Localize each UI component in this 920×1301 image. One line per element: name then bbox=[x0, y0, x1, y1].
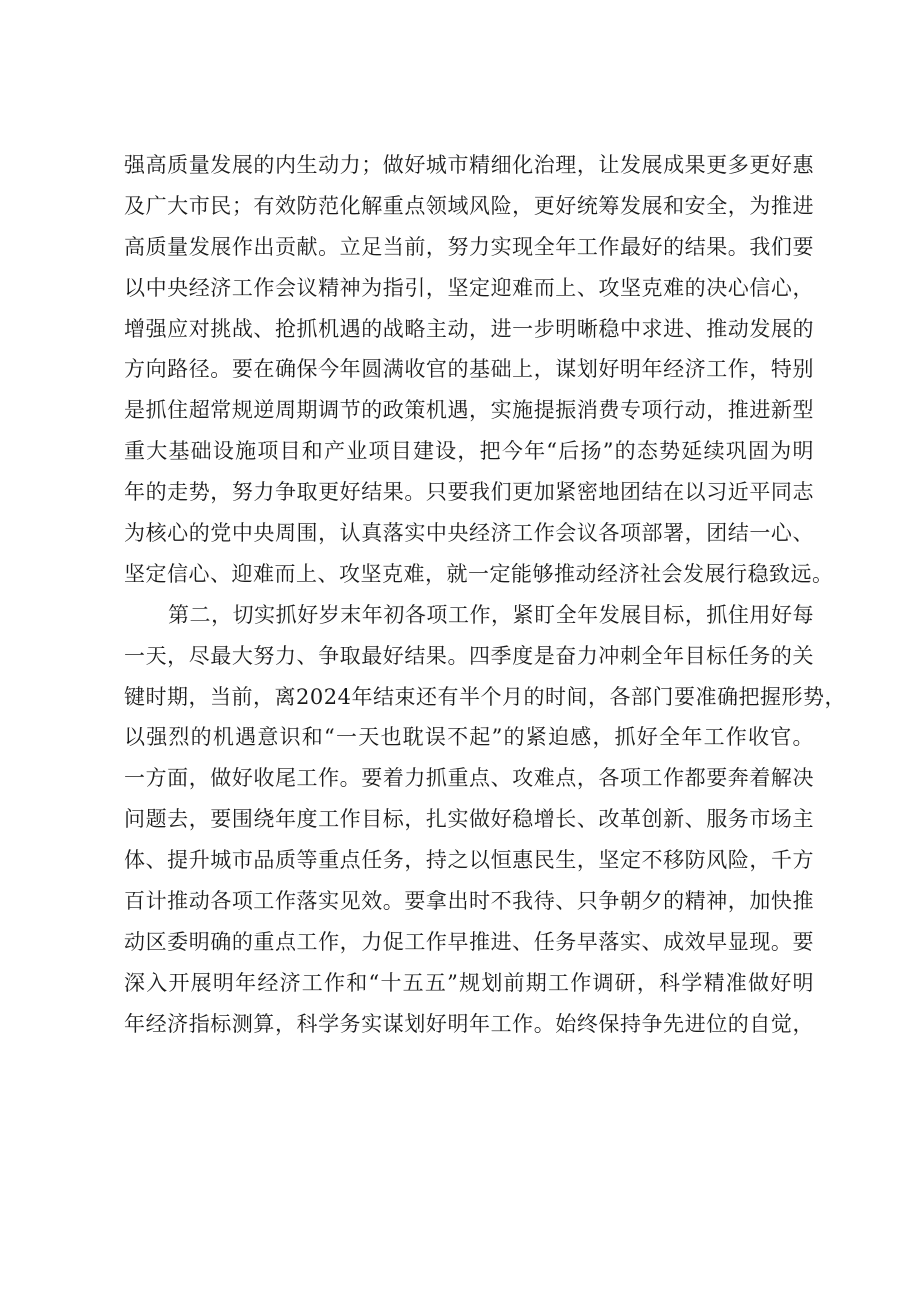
text-line: 以中央经济工作会议精神为指引，坚定迎难而上、攻坚克难的决心信心， bbox=[124, 275, 814, 300]
text-line: 一天，尽最大努力、争取最好结果。四季度是奋力冲刺全年目标任务的关 bbox=[124, 643, 814, 668]
text-line: 及广大市民；有效防范化解重点领域风险，更好统筹发展和安全，为推进 bbox=[124, 193, 814, 218]
text-line: 问题去，要围绕年度工作目标，扎实做好稳增长、改革创新、服务市场主 bbox=[124, 807, 814, 832]
text-line: 年的走势，努力争取更好结果。只要我们更加紧密地团结在以习近平同志 bbox=[124, 480, 814, 505]
text-line: 键时期，当前，离2024年结束还有半个月的时间，各部门要准确把握形势， bbox=[124, 684, 846, 709]
text-line: 强高质量发展的内生动力；做好城市精细化治理，让发展成果更多更好惠 bbox=[124, 153, 814, 177]
text-line: 增强应对挑战、抢抓机遇的战略主动，进一步明晰稳中求进、推动发展的 bbox=[124, 316, 814, 341]
text-line: 是抓住超常规逆周期调节的政策机遇，实施提振消费专项行动，推进新型 bbox=[124, 398, 814, 423]
text-line: 重大基础设施项目和产业项目建设，把今年“后扬”的态势延续巩固为明 bbox=[124, 439, 814, 464]
text-line: 坚定信心、迎难而上、攻坚克难，就一定能够推动经济社会发展行稳致远。 bbox=[124, 561, 834, 586]
text-line: 以强烈的机遇意识和“一天也耽误不起”的紧迫感，抓好全年工作收官。 bbox=[124, 725, 814, 750]
paragraph-continuation bbox=[124, 145, 834, 595]
document-body bbox=[124, 145, 846, 1045]
text-line: 年经济指标测算，科学务实谋划好明年工作。始终保持争先进位的自觉， bbox=[124, 1011, 814, 1036]
text-line: 方向路径。要在确保今年圆满收官的基础上，谋划好明年经济工作，特别 bbox=[124, 357, 814, 382]
text-line: 体、提升城市品质等重点任务，持之以恒惠民生，坚定不移防风险，千方 bbox=[124, 848, 814, 873]
text-line: 动区委明确的重点工作，力促工作早推进、任务早落实、成效早显现。要 bbox=[124, 929, 814, 954]
text-line: 高质量发展作出贡献。立足当前，努力实现全年工作最好的结果。我们要 bbox=[124, 234, 814, 259]
text-line: 百计推动各项工作落实见效。要拿出时不我待、只争朝夕的精神，加快推 bbox=[124, 889, 814, 914]
text-line: 为核心的党中央周围，认真落实中央经济工作会议各项部署，团结一心、 bbox=[124, 521, 814, 546]
text-line: 第二，切实抓好岁末年初各项工作，紧盯全年发展目标，抓住用好每 bbox=[168, 602, 814, 627]
text-line: 一方面，做好收尾工作。要着力抓重点、攻难点，各项工作都要奔着解决 bbox=[124, 766, 814, 791]
paragraph-second bbox=[124, 595, 846, 1045]
text-line: 深入开展明年经济工作和“十五五”规划前期工作调研，科学精准做好明 bbox=[124, 970, 814, 995]
